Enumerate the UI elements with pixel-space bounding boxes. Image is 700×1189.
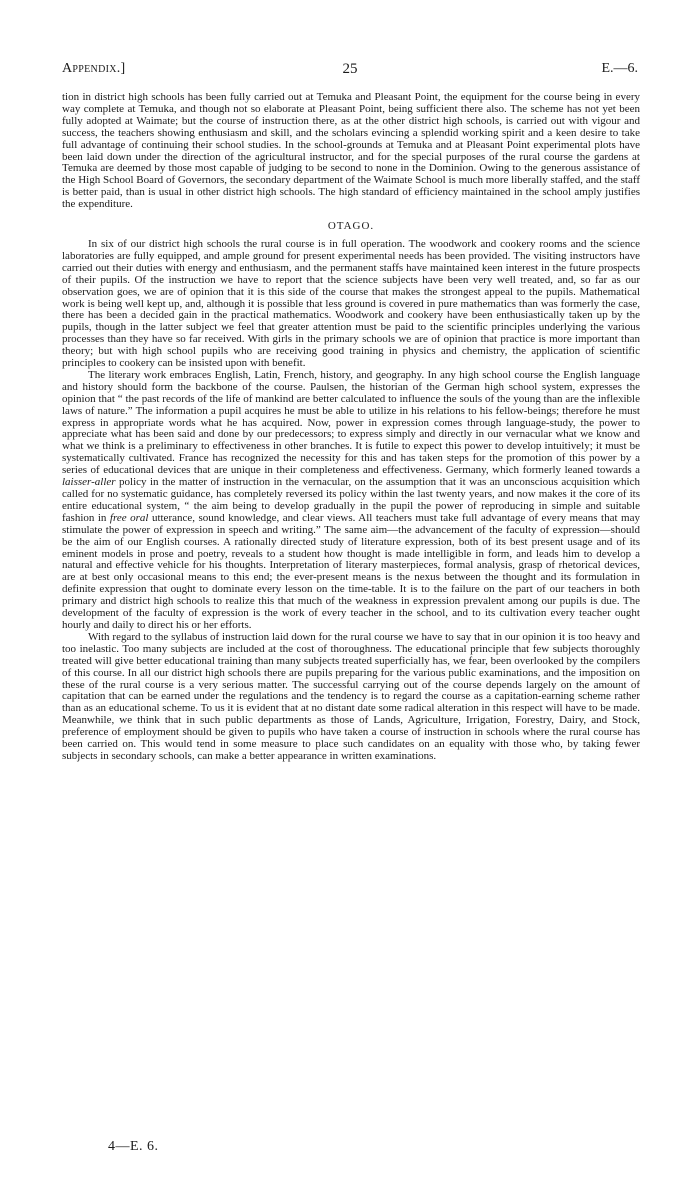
document-code: E.—6. <box>601 61 638 76</box>
page-number: 25 <box>342 61 358 77</box>
paragraph-literary-work-part-c: utterance, sound knowledge, and clear views. All teachers must take full advantage of every means that may stimulate the power of expression in speech and writing.” The same aim—the advancement of the faculty of expression—should be the aim of our English courses. A rationally directed study of literature expression, both of its best present usage and of its eminent models in prose and poetry, reveals to a student how thought is made intelligible in form, and leads him to develop a natural and effective vehicle for his thoughts. Interpretation of literary masterpieces, formal analysis, grasp of rhetorical devices, are at best only occasional means to this end; the ever-present means is the nexus between the thought and its formulation in definite expression that ought to dominate every lesson on the time-table. It is to the failure on the part of our teachers in both primary and district high schools to realize this that much of the weakness in expression prevalent among our pupils is due. The development of the faculty of expression is the work of every teacher in the school, and to its cultivation every teacher ought hourly and daily to direct his or her efforts. <box>62 511 640 631</box>
page-body <box>62 92 640 763</box>
paragraph-literary-work-part-b: policy in the matter of instruction in the vernacular, on the assumption that it was an unconscious acquisition which called for no systematic guidance, has completely reversed its policy within the last twenty years, and now makes it the core of its entire educational system, “ the aim being to develop gradually in the pupil the power of reproducing in simple and suitable fashion in <box>62 476 640 524</box>
page-header <box>62 60 638 78</box>
header-appendix-label: Appendix.] <box>62 61 126 76</box>
paragraph-literary-work <box>62 370 640 632</box>
italic-free-oral: free oral <box>109 511 149 524</box>
paragraph-rural-course: In six of our district high schools the rural course is in full operation. The woodwork and cookery rooms and the science laboratories are fully equipped, and ample ground for present experimental needs has been provided. The visiting instructors have carried out their duties with energy and enthusiasm, and the permanent staffs have maintained keen interest in the future prospects of their pupils. Of the instruction we have to report that the science subjects have been very well treated, and, so far as our observation goes, we are of opinion that it is this side of the course that makes the strongest appeal to the pupils. Mathematical work is being well kept up, and, although it is possible that less ground is covered in pure mathematics than was formerly the case, there has been a decided gain in the practical mathematics. Woodwork and cookery have been enthusiastically taken up by the pupils, though in the latter subject we feel that greater attention must be paid to the scientific principles underlying the various processes than they have so far received. With girls in the primary schools we are of opinion that practice is more important than theory; but with high school pupils who are receiving good training in physics and chemistry, the application of scientific principles to cookery can be insisted upon with benefit. <box>62 237 640 370</box>
paragraph-literary-work-part-a: The literary work embraces English, Latin, French, history, and geography. In any high school course the English language and history should form the backbone of the course. Paulsen, the historian of the German high school system, expresses the opinion that “ the past records of the life of mankind are better calculated to influence the souls of the young than are the inflexible laws of nature.” The information a pupil acquires he must be able to utilize in his relations to his fellow-beings; therefore he must express in appropriate words what he has acquired. Now, power in expression comes through language-study, the power to appreciate what has been said and done by our predecessors; to express simply and directly in our vernacular what we know and what we think is a preliminary to effectiveness in other branches. It is futile to expect this power to develop intuitively; it must be systematically cultivated. France has recognized the necessity for this and has taken steps for the promotion of this power by a series of educational devices that are unique in their completeness and effectiveness. Germany, which formerly leaned towards a <box>62 368 640 477</box>
paragraph-syllabus: With regard to the syllabus of instruction laid down for the rural course we have to say that in our opinion it is too heavy and too inelastic. Too many subjects are included at the cost of thoroughness. The educational principle that few subjects thoroughly treated will give better educational training than many subjects treated superficially has, we fear, been overlooked by the compilers of this course. In all our district high schools there are pupils preparing for the various public examinations, and the imposition on these of the rural course is a very serious matter. The successful carrying out of the course depends largely on the amount of capitation that can be earned under the regulations and the tendency is to regard the course as a capitation-earning scheme rather than as an educational scheme. To us it is evident that at no distant date some radical alteration in this respect will have to be made. Meanwhile, we think that in such public departments as those of Lands, Agriculture, Irrigation, Forestry, Dairy, and Stock, preference of employment should be given to pupils who have taken a course of instruction in schools where the rural course has been carried on. This would tend in some measure to place such candidates on an equality with those who, by taking fewer subjects in secondary schools, can make a better appearance in written examinations. <box>62 630 640 762</box>
section-heading-otago: OTAGO. <box>327 220 375 233</box>
footer-signature: 4—E. 6. <box>108 1139 159 1154</box>
italic-laisser-aller: laisser-aller <box>62 476 116 489</box>
paragraph-continuation: tion in district high schools has been fully carried out at Temuka and Pleasant Point, the equipment for the course being in every way complete at Temuka, and though not so elaborate at Pleasant Point, being sufficient there also. The scheme has not yet been fully adopted at Waimate; but the course of instruction there, as at the other district high schools, is carried out with vigour and success, the teachers showing enthusiasm and skill, and the scholars evincing a splendid working spirit and a keen desire to take full advantage of continuing their school studies. In the school-grounds at Temuka and at Pleasant Point experimental plots have been laid down under the direction of the agricultural instructor, and for the special purposes of the rural course the gardens at Temuka are deemed by those most capable of judging to be second to none in the Dominion. Owing to the generous assistance of the High School Board of Governors, the secondary department of the Waimate School is much more liberally staffed, and the staff is better paid, than is usual in other district high schools. The high standard of efficiency maintained in the school amply justifies the expenditure. <box>62 91 640 211</box>
